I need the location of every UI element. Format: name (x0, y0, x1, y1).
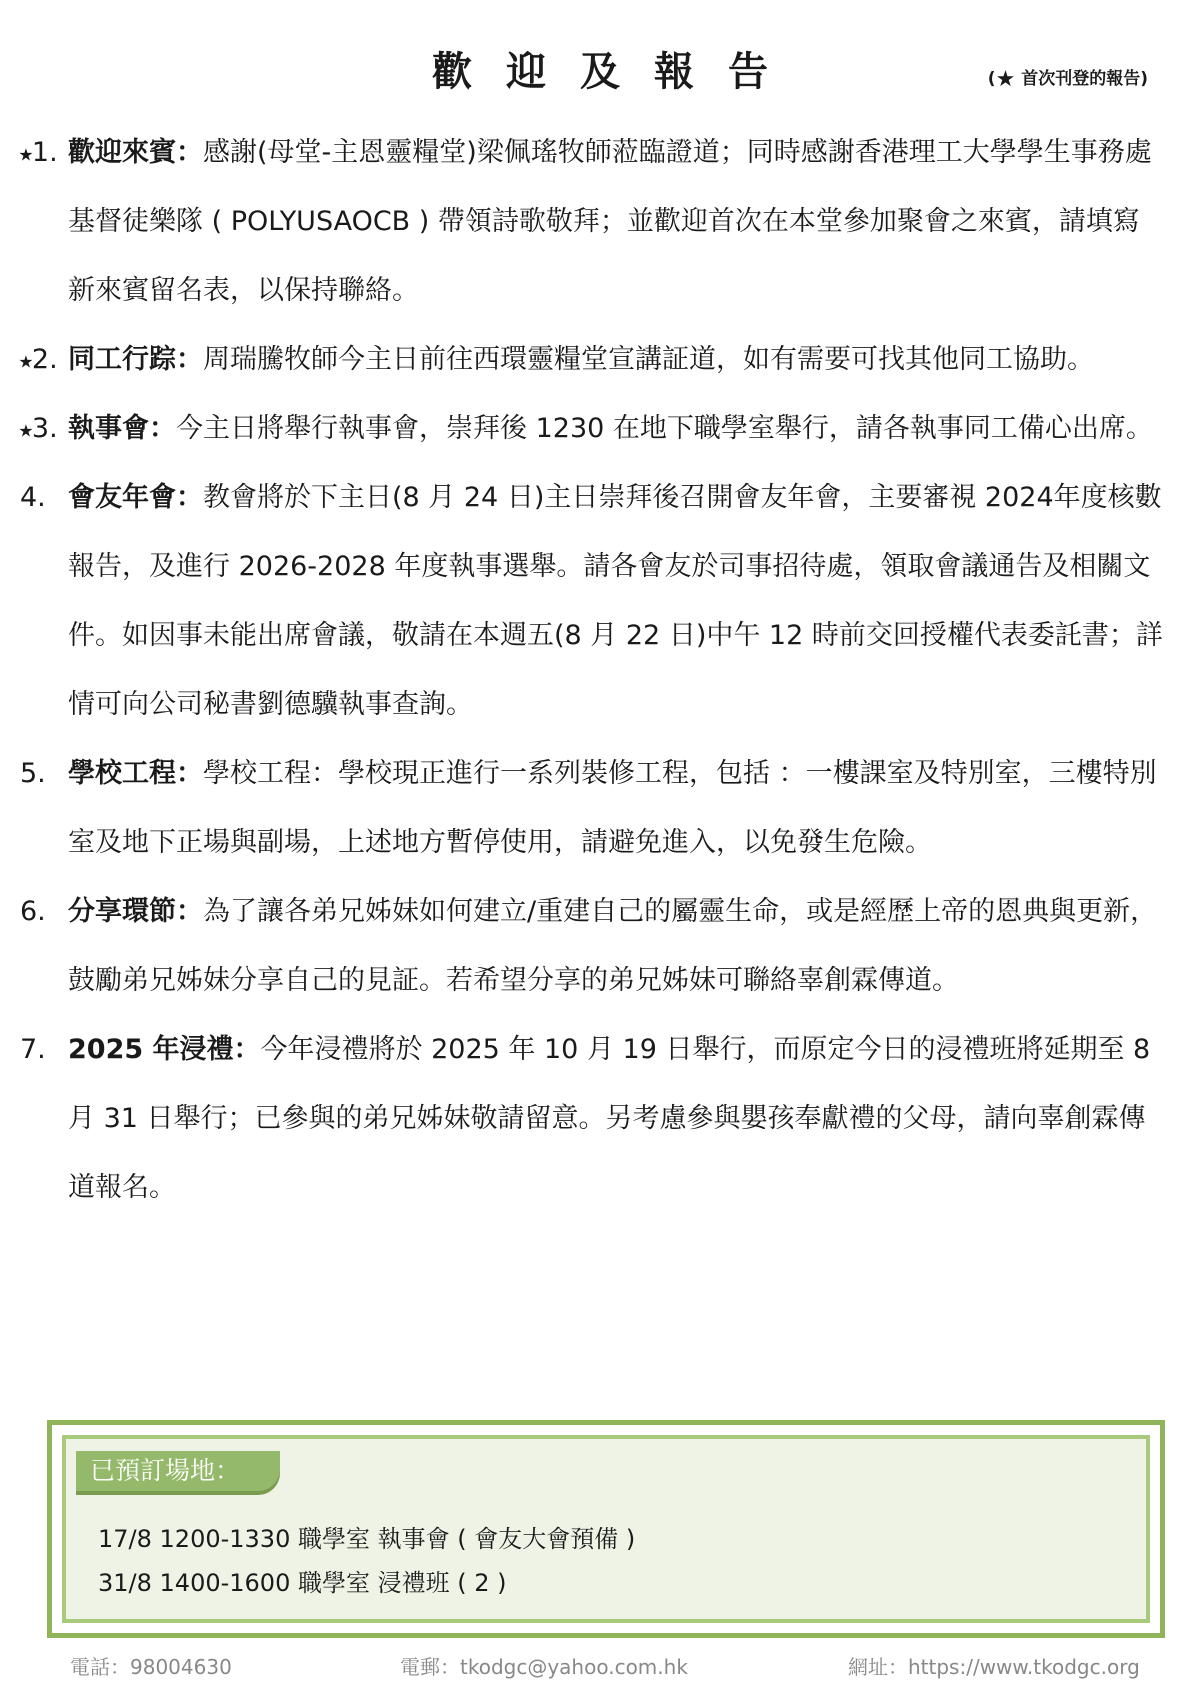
item-body: 周瑞騰牧師今主日前往西環靈糧堂宣講証道，如有需要可找其他同工協助。 (203, 344, 1094, 375)
legend-text: 首次刊登的報告) (1015, 69, 1148, 89)
item-marker (20, 325, 68, 396)
footer-website: 網址：https://www.tkodgc.org (848, 1655, 1140, 1679)
footer-email: 電郵：tkodgc@yahoo.com.hk (400, 1655, 688, 1679)
announcement-item-7 (0, 1015, 1200, 1222)
first-publication-legend (988, 64, 1148, 92)
page-title: 歡迎及報告 (432, 49, 802, 95)
item-number: 1. (31, 137, 58, 168)
item-marker (20, 739, 68, 810)
item-body: 學校工程：學校現正進行一系列裝修工程，包括 ：一樓課室及特別室，三樓特別室及地下正場與副場，上述地方暫停使用，請避免進入，以免發生危險。 (68, 758, 1157, 858)
announcement-item-6 (0, 877, 1200, 1015)
item-marker (20, 118, 68, 189)
item-body: 教會將於下主日(8 月 24 日)主日崇拜後召開會友年會，主要審視 2024年度核數報告，及進行 2026-2028 年度執事選舉。請各會友於司事招待處，領取會議通告及相關文件。如因事未能出席會議，敬請在本週五(8 月 22 日)中午 12 時前交回授權代表委託書；詳情可向公司秘書劉德驥執事查詢。 (68, 482, 1163, 720)
item-heading: 學校工程： (68, 758, 203, 789)
item-heading: 會友年會： (68, 482, 203, 513)
legend-open: ( (987, 69, 996, 89)
star-icon: ⭑ (20, 142, 32, 167)
star-icon: ⭑ (20, 349, 32, 374)
venue-booking-panel (62, 1435, 1150, 1623)
item-number: 5. (20, 758, 46, 789)
booking-line: 31/8 1400-1600 職學室 浸禮班 ( 2 ) (98, 1569, 507, 1597)
item-heading: 分享環節： (68, 896, 203, 927)
item-number: 4. (20, 482, 46, 513)
booking-line: 17/8 1200-1330 職學室 執事會 ( 會友大會預備 ) (98, 1525, 636, 1553)
item-heading: 歡迎來賓： (68, 137, 203, 168)
venue-booking-box (47, 1420, 1165, 1638)
item-number: 3. (31, 413, 58, 444)
announcement-item-2 (0, 325, 1200, 394)
item-number: 2. (31, 344, 58, 375)
announcement-item-5 (0, 739, 1200, 877)
venue-booking-list (98, 1517, 635, 1605)
announcement-item-1 (0, 118, 1200, 325)
item-marker (20, 1015, 68, 1086)
item-marker (20, 463, 68, 534)
announcement-list (0, 118, 1200, 1222)
item-body: 今主日將舉行執事會，崇拜後 1230 在地下職學室舉行，請各執事同工備心出席。 (176, 413, 1153, 444)
star-icon: ⭑ (20, 418, 32, 443)
item-heading: 執事會： (68, 413, 176, 444)
announcement-item-4 (0, 463, 1200, 739)
item-heading: 2025 年浸禮： (68, 1034, 261, 1065)
item-marker (20, 877, 68, 948)
star-icon: ★ (995, 67, 1016, 92)
venue-booking-title: 已預訂場地： (76, 1451, 280, 1491)
item-number: 7. (20, 1034, 46, 1065)
announcement-item-3 (0, 394, 1200, 463)
item-number: 6. (20, 896, 46, 927)
item-body: 今年浸禮將於 2025 年 10 月 19 日舉行，而原定今日的浸禮班將延期至 8 月 31 日舉行；已參與的弟兄姊妹敬請留意。另考慮參與嬰孩奉獻禮的父母，請向辜創霖傳道報名。 (68, 1034, 1151, 1203)
footer-phone: 電話：98004630 (70, 1655, 232, 1679)
item-marker (20, 394, 68, 465)
item-body: 為了讓各弟兄姊妹如何建立/重建自己的屬靈生命，或是經歷上帝的恩典與更新，鼓勵弟兄姊妹分享自己的見証。若希望分享的弟兄姊妹可聯絡辜創霖傳道。 (68, 896, 1158, 996)
item-body: 感謝(母堂-主恩靈糧堂)梁佩瑤牧師蒞臨證道；同時感謝香港理工大學學生事務處基督徒樂隊 ( POLYUSAOCB ) 帶領詩歌敬拜；並歡迎首次在本堂參加聚會之來賓，請填寫新來賓留名表，以保持聯絡。 (68, 137, 1152, 306)
item-heading: 同工行踪： (68, 344, 203, 375)
